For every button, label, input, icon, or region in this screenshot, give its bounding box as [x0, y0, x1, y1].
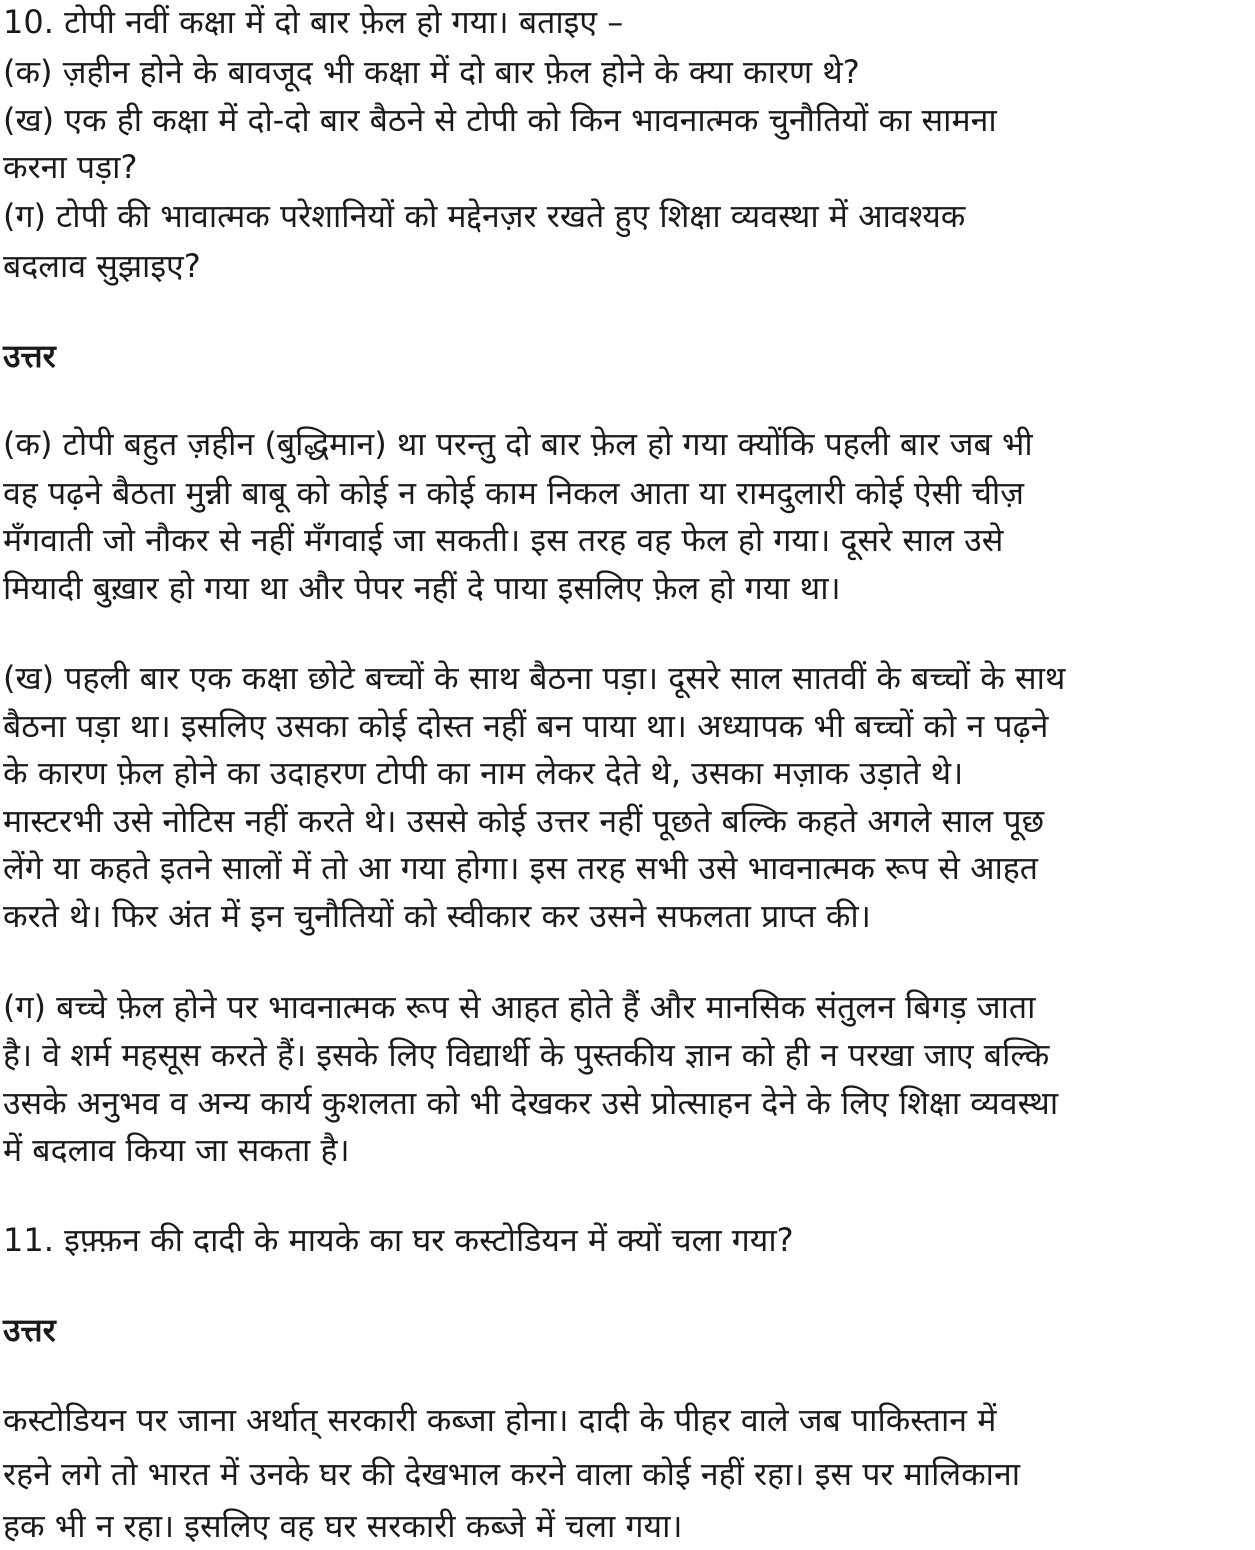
q11-answer-line: हक भी न रहा। इसलिए वह घर सरकारी कब्जे में चला गया। — [3, 1507, 683, 1545]
q10-answer-ka-line: (क) टोपी बहुत ज़हीन (बुद्धिमान) था परन्तु दो बार फ़ेल हो गया क्योंकि पहली बार जब भी — [3, 425, 1033, 463]
q11-answer-line: रहने लगे तो भारत में उनके घर की देखभाल करने वाला कोई नहीं रहा। इस पर मालिकाना — [3, 1455, 1020, 1493]
q10-question-line: बदलाव सुझाइए? — [3, 247, 201, 285]
q10-answer-ka-line: वह पढ़ने बैठता मुन्नी बाबू को कोई न कोई काम निकल आता या रामदुलारी कोई ऐसी चीज़ — [3, 474, 1024, 512]
q11-answer-heading: उत्तर — [3, 1311, 56, 1349]
q11-question-line: 11. इफ़्फ़न की दादी के मायके का घर कस्टोडियन में क्यों चला गया? — [3, 1221, 794, 1259]
q10-answer-kha-line: करते थे। फिर अंत में इन चुनौतियों को स्वीकार कर उसने सफलता प्राप्त की। — [3, 897, 871, 935]
q10-question-line: 10. टोपी नवीं कक्षा में दो बार फ़ेल हो गया। बताइए – — [3, 3, 624, 41]
q10-answer-kha-line: मास्टरभी उसे नोटिस नहीं करते थे। उससे कोई उत्तर नहीं पूछते बल्कि कहते अगले साल पूछ — [3, 802, 1044, 840]
q10-answer-ka-line: मियादी बुख़ार हो गया था और पेपर नहीं दे पाया इसलिए फ़ेल हो गया था। — [3, 569, 841, 607]
q10-question-line: (ख) एक ही कक्षा में दो-दो बार बैठने से टोपी को किन भावनात्मक चुनौतियों का सामना — [3, 101, 997, 139]
q10-answer-kha-line: लेंगे या कहते इतने सालों में तो आ गया होगा। इस तरह सभी उसे भावनात्मक रूप से आहत — [3, 849, 1039, 887]
q11-answer-line: कस्टोडियन पर जाना अर्थात् सरकारी कब्जा होना। दादी के पीहर वाले जब पाकिस्तान में — [3, 1401, 997, 1439]
q10-question-line: (क) ज़हीन होने के बावजूद भी कक्षा में दो बार फ़ेल होने के क्या कारण थे? — [3, 53, 860, 91]
q10-answer-ka-line: मँगवाती जो नौकर से नहीं मँगवाई जा सकती। इस तरह वह फेल हो गया। दूसरे साल उसे — [3, 521, 1004, 559]
q10-answer-kha-line: बैठना पड़ा था। इसलिए उसका कोई दोस्त नहीं बन पाया था। अध्यापक भी बच्चों को न पढ़ने — [3, 707, 1049, 745]
q10-answer-ga-line: है। वे शर्म महसूस करते हैं। इसके लिए विद्यार्थी के पुस्तकीय ज्ञान को ही न परखा जाए बल्कि — [3, 1036, 1050, 1074]
q10-answer-kha-line: के कारण फ़ेल होने का उदाहरण टोपी का नाम लेकर देते थे, उसका मज़ाक उड़ाते थे। — [3, 754, 964, 792]
q10-answer-ga-line: (ग) बच्चे फ़ेल होने पर भावनात्मक रूप से आहत होते हैं और मानसिक संतुलन बिगड़ जाता — [3, 988, 1036, 1026]
q10-answer-ga-line: में बदलाव किया जा सकता है। — [3, 1131, 350, 1169]
q10-answer-kha-line: (ख) पहली बार एक कक्षा छोटे बच्चों के साथ बैठना पड़ा। दूसरे साल सातवीं के बच्चों के साथ — [3, 659, 1066, 697]
q10-question-line: करना पड़ा? — [3, 148, 138, 186]
q10-answer-ga-line: उसके अनुभव व अन्य कार्य कुशलता को भी देखकर उसे प्रोत्साहन देने के लिए शिक्षा व्यवस्था — [3, 1084, 1059, 1122]
q10-question-line: (ग) टोपी की भावात्मक परेशानियों को मद्देनज़र रखते हुए शिक्षा व्यवस्था में आवश्यक — [3, 197, 966, 235]
q10-answer-heading: उत्तर — [3, 337, 56, 375]
